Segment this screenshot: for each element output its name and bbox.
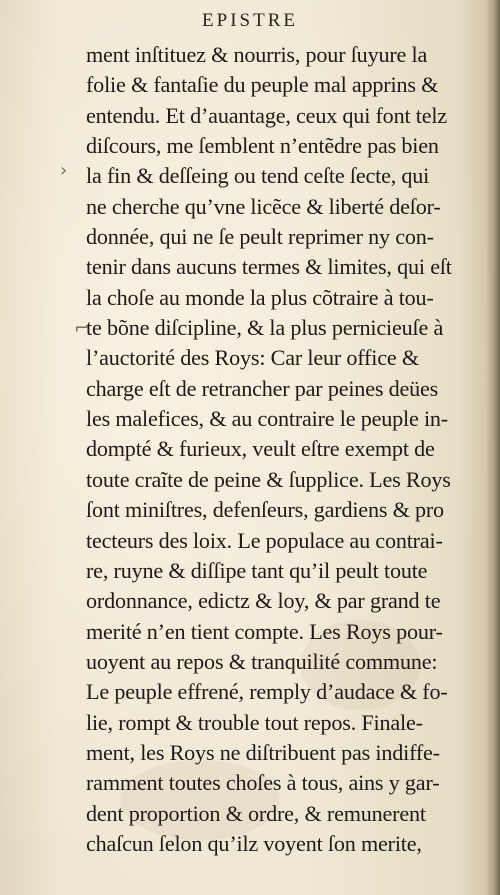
text-line: la choſe au monde la plus cõtraire à tou- bbox=[86, 284, 434, 310]
text-line: chaſcun ſelon qu’ilz voyent ſon merite, bbox=[86, 830, 422, 856]
text-line: uoyent au repos & tranquilité commune: bbox=[86, 648, 438, 674]
text-line: re, ruyne & diſſipe tant qu’il peult toute bbox=[86, 557, 428, 583]
text-line: entendu. Et d’auantage, ceux qui font telz bbox=[86, 102, 447, 128]
text-line: diſcours, me ſemblent n’entẽdre pas bien bbox=[86, 133, 439, 159]
text-line: ramment toutes choſes à tous, ains y gar- bbox=[86, 770, 440, 796]
text-line: tecteurs des loix. Le populace au contrai- bbox=[86, 527, 443, 553]
text-line: dent proportion & ordre, & remunerent bbox=[86, 800, 426, 826]
text-line: tenir dans aucuns termes & limites, qui eſt bbox=[86, 254, 452, 280]
margin-mark: ⌐ bbox=[74, 318, 90, 339]
body-text bbox=[86, 40, 496, 859]
text-line: toute craĩte de peine & ſupplice. Les Roys bbox=[86, 466, 451, 492]
text-line: charge eſt de retrancher par peines deües bbox=[86, 375, 439, 401]
page-edge-shadow bbox=[486, 0, 500, 895]
text-line: lie, rompt & trouble tout repos. Finale- bbox=[86, 709, 423, 735]
text-line: folie & fantaſie du peuple mal apprins & bbox=[86, 72, 439, 98]
text-line: les malefices, & au contraire le peuple in- bbox=[86, 406, 448, 432]
text-line: te bõne diſcipline, & la plus pernicieuſe à bbox=[86, 315, 444, 341]
text-line: dompté & furieux, veult eſtre exempt de bbox=[86, 436, 435, 462]
text-line: ment, les Roys ne diſtribuent pas indiffe- bbox=[86, 739, 440, 765]
text-line: donnée, qui ne ſe peult reprimer ny con- bbox=[86, 224, 434, 250]
margin-mark: › bbox=[60, 160, 68, 181]
text-line: ment inſtituez & nourris, pour ſuyure la bbox=[86, 42, 428, 67]
text-line: ordonnance, edictz & loy, & par grand te bbox=[86, 588, 441, 614]
text-line: Le peuple effrené, remply d’audace & fo- bbox=[86, 679, 448, 705]
text-line: la fin & deſſeing ou tend ceſte ſecte, qui bbox=[86, 163, 430, 189]
text-line: ſont miniſtres, defenſeurs, gardiens & pro bbox=[86, 497, 444, 523]
running-head: EPISTRE bbox=[202, 10, 298, 31]
text-line: merité n’en tient compte. Les Roys pour- bbox=[86, 618, 443, 644]
text-line: l’auctorité des Roys: Car leur office & bbox=[86, 345, 419, 371]
text-line: ne cherche qu’vne licẽce & liberté deſor- bbox=[86, 193, 441, 219]
